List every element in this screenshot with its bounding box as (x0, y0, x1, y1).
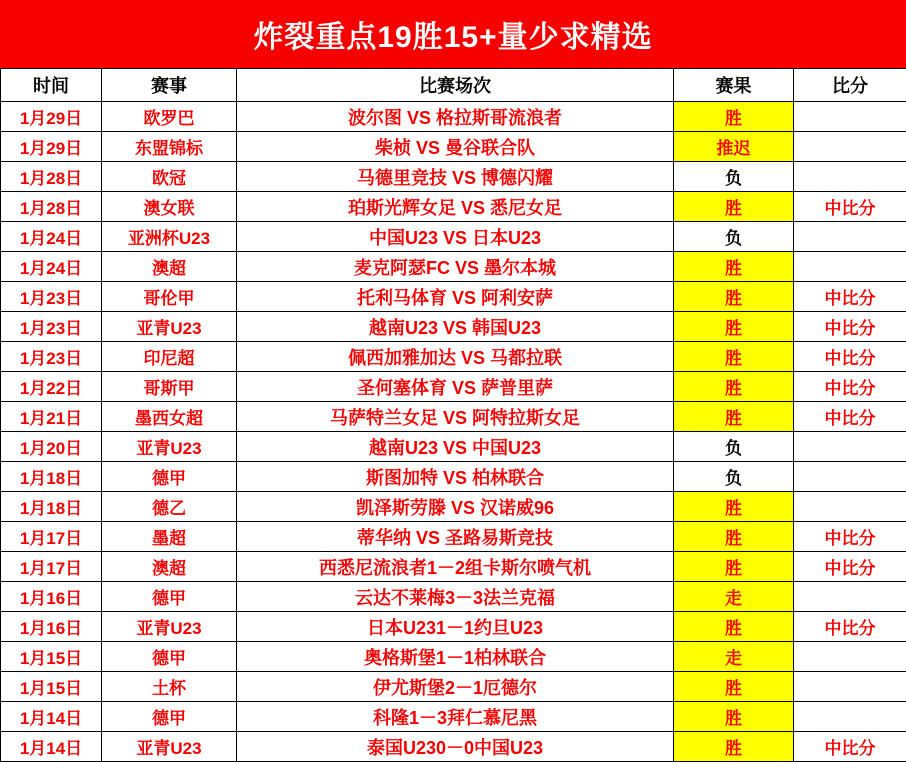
cell-match: 柴桢 VS 曼谷联合队 (237, 132, 674, 162)
table-row (1, 432, 906, 462)
table-row (1, 282, 906, 312)
cell-date: 1月29日 (1, 132, 102, 162)
table-row (1, 642, 906, 672)
cell-league: 墨超 (102, 522, 237, 552)
cell-date: 1月21日 (1, 402, 102, 432)
cell-result: 胜 (674, 732, 794, 762)
cell-league: 印尼超 (102, 342, 237, 372)
cell-league: 亚青U23 (102, 432, 237, 462)
results-table (0, 68, 906, 762)
cell-score (794, 672, 906, 702)
table-row (1, 312, 906, 342)
cell-result: 胜 (674, 522, 794, 552)
cell-match: 马德里竞技 VS 博德闪耀 (237, 162, 674, 192)
cell-date: 1月17日 (1, 552, 102, 582)
cell-league: 亚青U23 (102, 732, 237, 762)
cell-match: 斯图加特 VS 柏林联合 (237, 462, 674, 492)
cell-date: 1月29日 (1, 102, 102, 132)
cell-result: 胜 (674, 402, 794, 432)
cell-league: 亚青U23 (102, 612, 237, 642)
table-row (1, 612, 906, 642)
table-row (1, 342, 906, 372)
cell-league: 德乙 (102, 492, 237, 522)
cell-score (794, 162, 906, 192)
cell-match: 圣何塞体育 VS 萨普里萨 (237, 372, 674, 402)
cell-date: 1月23日 (1, 312, 102, 342)
cell-date: 1月23日 (1, 282, 102, 312)
cell-league: 墨西女超 (102, 402, 237, 432)
column-header-league: 赛事 (102, 69, 237, 102)
cell-result: 负 (674, 222, 794, 252)
cell-match: 日本U231－1约旦U23 (237, 612, 674, 642)
table-row (1, 702, 906, 732)
cell-league: 哥伦甲 (102, 282, 237, 312)
table-row (1, 132, 906, 162)
cell-league: 澳超 (102, 252, 237, 282)
cell-score (794, 252, 906, 282)
cell-result: 胜 (674, 342, 794, 372)
table-row (1, 162, 906, 192)
cell-score (794, 702, 906, 732)
column-header-score: 比分 (794, 69, 906, 102)
cell-score: 中比分 (794, 732, 906, 762)
cell-league: 亚洲杯U23 (102, 222, 237, 252)
cell-score: 中比分 (794, 342, 906, 372)
cell-league: 澳女联 (102, 192, 237, 222)
cell-date: 1月15日 (1, 672, 102, 702)
cell-league: 哥斯甲 (102, 372, 237, 402)
cell-score (794, 222, 906, 252)
page-title: 炸裂重点19胜15+量少求精选 (253, 12, 652, 56)
table-row (1, 552, 906, 582)
banner (0, 0, 906, 68)
cell-date: 1月18日 (1, 492, 102, 522)
cell-score (794, 582, 906, 612)
table-row (1, 522, 906, 552)
cell-date: 1月20日 (1, 432, 102, 462)
cell-match: 珀斯光辉女足 VS 悉尼女足 (237, 192, 674, 222)
cell-score: 中比分 (794, 312, 906, 342)
cell-score: 中比分 (794, 552, 906, 582)
cell-league: 德甲 (102, 582, 237, 612)
cell-result: 胜 (674, 192, 794, 222)
cell-date: 1月24日 (1, 252, 102, 282)
column-header-date: 时间 (1, 69, 102, 102)
table-row (1, 492, 906, 522)
cell-date: 1月22日 (1, 372, 102, 402)
cell-score: 中比分 (794, 282, 906, 312)
cell-result: 胜 (674, 282, 794, 312)
table-row (1, 732, 906, 762)
cell-date: 1月17日 (1, 522, 102, 552)
cell-score (794, 462, 906, 492)
cell-result: 胜 (674, 672, 794, 702)
cell-result: 胜 (674, 252, 794, 282)
table-row (1, 102, 906, 132)
table-row (1, 252, 906, 282)
cell-result: 胜 (674, 492, 794, 522)
cell-league: 德甲 (102, 462, 237, 492)
cell-date: 1月23日 (1, 342, 102, 372)
cell-result: 胜 (674, 372, 794, 402)
column-header-match: 比赛场次 (237, 69, 674, 102)
cell-date: 1月18日 (1, 462, 102, 492)
cell-match: 中国U23 VS 日本U23 (237, 222, 674, 252)
table-row (1, 462, 906, 492)
cell-match: 佩西加雅加达 VS 马都拉联 (237, 342, 674, 372)
cell-match: 奥格斯堡1－1柏林联合 (237, 642, 674, 672)
cell-score: 中比分 (794, 402, 906, 432)
cell-date: 1月28日 (1, 162, 102, 192)
table-row (1, 582, 906, 612)
cell-score (794, 102, 906, 132)
cell-date: 1月15日 (1, 642, 102, 672)
cell-result: 推迟 (674, 132, 794, 162)
cell-league: 欧冠 (102, 162, 237, 192)
cell-match: 云达不莱梅3－3法兰克福 (237, 582, 674, 612)
cell-result: 走 (674, 642, 794, 672)
cell-match: 科隆1－3拜仁慕尼黑 (237, 702, 674, 732)
cell-match: 托利马体育 VS 阿利安萨 (237, 282, 674, 312)
cell-score: 中比分 (794, 522, 906, 552)
cell-result: 胜 (674, 612, 794, 642)
cell-date: 1月28日 (1, 192, 102, 222)
cell-match: 西悉尼流浪者1－2组卡斯尔喷气机 (237, 552, 674, 582)
table-row (1, 372, 906, 402)
cell-league: 德甲 (102, 642, 237, 672)
cell-match: 泰国U230－0中国U23 (237, 732, 674, 762)
cell-result: 胜 (674, 702, 794, 732)
cell-score (794, 492, 906, 522)
cell-date: 1月16日 (1, 582, 102, 612)
table-body (1, 102, 906, 762)
cell-league: 亚青U23 (102, 312, 237, 342)
cell-league: 土杯 (102, 672, 237, 702)
cell-result: 胜 (674, 312, 794, 342)
table-row (1, 192, 906, 222)
cell-date: 1月16日 (1, 612, 102, 642)
cell-result: 胜 (674, 552, 794, 582)
cell-match: 凯泽斯劳滕 VS 汉诺威96 (237, 492, 674, 522)
cell-result: 负 (674, 462, 794, 492)
table-row (1, 402, 906, 432)
cell-league: 东盟锦标 (102, 132, 237, 162)
cell-league: 欧罗巴 (102, 102, 237, 132)
cell-result: 负 (674, 162, 794, 192)
cell-league: 澳超 (102, 552, 237, 582)
cell-match: 蒂华纳 VS 圣路易斯竞技 (237, 522, 674, 552)
cell-date: 1月24日 (1, 222, 102, 252)
cell-match: 马萨特兰女足 VS 阿特拉斯女足 (237, 402, 674, 432)
column-header-result: 赛果 (674, 69, 794, 102)
cell-league: 德甲 (102, 702, 237, 732)
cell-score (794, 432, 906, 462)
table-row (1, 222, 906, 252)
cell-match: 麦克阿瑟FC VS 墨尔本城 (237, 252, 674, 282)
cell-score: 中比分 (794, 612, 906, 642)
cell-score: 中比分 (794, 192, 906, 222)
cell-result: 负 (674, 432, 794, 462)
cell-match: 波尔图 VS 格拉斯哥流浪者 (237, 102, 674, 132)
cell-result: 胜 (674, 102, 794, 132)
cell-date: 1月14日 (1, 702, 102, 732)
cell-result: 走 (674, 582, 794, 612)
cell-date: 1月14日 (1, 732, 102, 762)
cell-score (794, 642, 906, 672)
cell-score: 中比分 (794, 372, 906, 402)
cell-match: 伊尤斯堡2－1厄德尔 (237, 672, 674, 702)
cell-score (794, 132, 906, 162)
cell-match: 越南U23 VS 韩国U23 (237, 312, 674, 342)
cell-match: 越南U23 VS 中国U23 (237, 432, 674, 462)
table-header-row (1, 69, 906, 102)
table-row (1, 672, 906, 702)
